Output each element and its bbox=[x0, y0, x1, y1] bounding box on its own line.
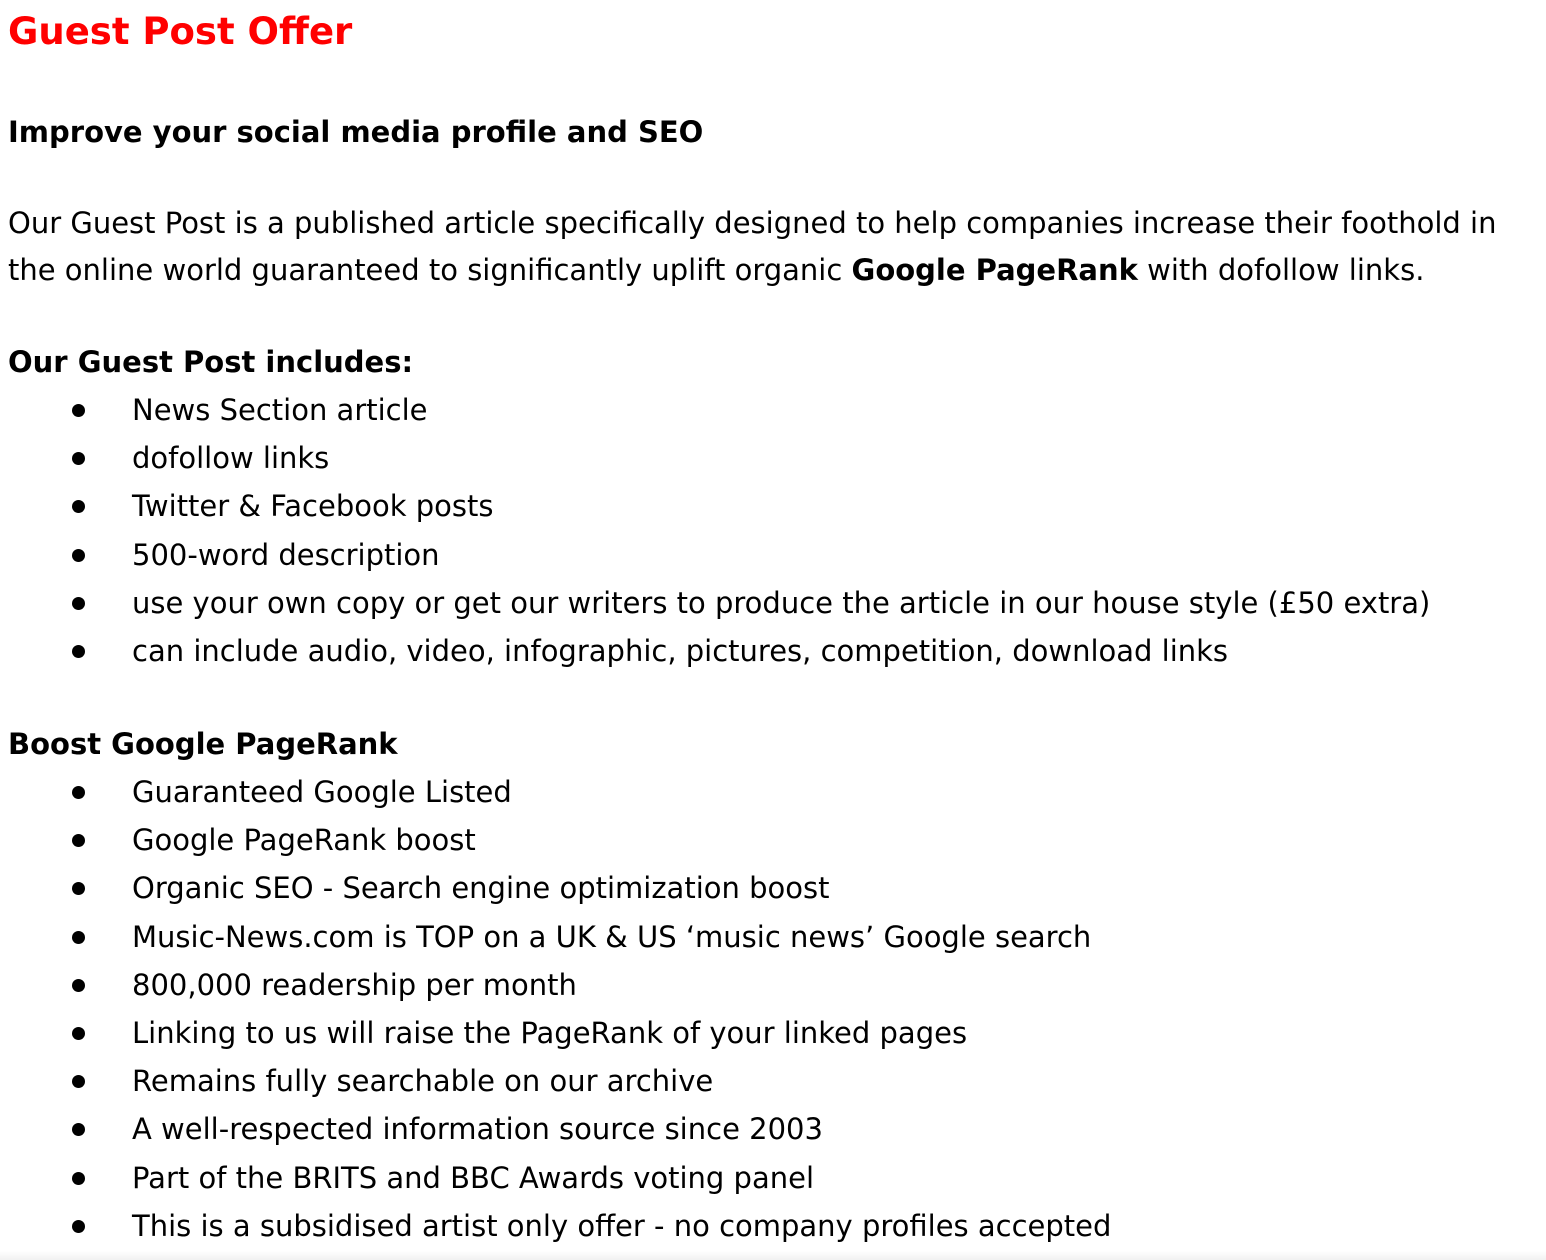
list-item-text: Remains fully searchable on our archive bbox=[132, 1064, 714, 1099]
list-item-text: Part of the BRITS and BBC Awards voting panel bbox=[132, 1160, 815, 1195]
list-item-text: Organic SEO - Search engine optimization boost bbox=[132, 871, 830, 906]
bullet-icon bbox=[72, 1123, 85, 1136]
bullet-icon bbox=[72, 549, 85, 562]
bullet-icon bbox=[72, 500, 85, 513]
tagline-heading: Improve your social media profile and SEO bbox=[8, 115, 704, 149]
list-item-text: use your own copy or get our writers to produce the article in our house style (£50 extra) bbox=[132, 585, 1431, 620]
page-title: Guest Post Offer bbox=[8, 10, 353, 53]
bullet-icon bbox=[72, 1075, 85, 1088]
bullet-icon bbox=[72, 597, 85, 610]
bullet-icon bbox=[72, 931, 85, 944]
intro-text: Our Guest Post is a published article specifically designed to help companies increase their foothold in the online world guaranteed to significantly uplift organic bbox=[8, 206, 1497, 287]
list-item-text: A well-respected information source since 2003 bbox=[132, 1112, 823, 1147]
bullet-icon bbox=[72, 404, 85, 417]
page-bottom-edge bbox=[0, 1251, 1546, 1260]
boost-heading: Boost Google PageRank bbox=[8, 727, 398, 761]
list-item-text: 800,000 readership per month bbox=[132, 967, 577, 1002]
bullet-icon bbox=[72, 834, 85, 847]
intro-paragraph bbox=[8, 200, 1544, 294]
bullet-icon bbox=[72, 786, 85, 799]
list-item-text: This is a subsidised artist only offer - no company profiles accepted bbox=[132, 1208, 1112, 1243]
intro-bold-text: Google PageRank bbox=[851, 253, 1138, 287]
bullet-icon bbox=[72, 1027, 85, 1040]
list-item-text: Guaranteed Google Listed bbox=[132, 775, 512, 809]
bullet-icon bbox=[72, 1172, 85, 1185]
list-item-text: can include audio, video, infographic, pictures, competition, download links bbox=[132, 633, 1229, 668]
list-item-text: News Section article bbox=[132, 393, 428, 427]
bullet-icon bbox=[72, 882, 85, 895]
includes-heading: Our Guest Post includes: bbox=[8, 345, 414, 379]
bullet-icon bbox=[72, 645, 85, 658]
bullet-icon bbox=[72, 979, 85, 992]
list-item-text: Linking to us will raise the PageRank of your linked pages bbox=[132, 1015, 968, 1050]
list-item-text: Twitter & Facebook posts bbox=[132, 489, 494, 524]
list-item-text: 500-word description bbox=[132, 537, 440, 572]
bullet-icon bbox=[72, 452, 85, 465]
list-item-text: dofollow links bbox=[132, 441, 330, 476]
intro-text-end: with dofollow links. bbox=[1137, 253, 1425, 287]
list-item-text: Music-News.com is TOP on a UK & US ‘music news’ Google search bbox=[132, 919, 1092, 954]
list-item-text: Google PageRank boost bbox=[132, 823, 476, 858]
bullet-icon bbox=[72, 1220, 85, 1233]
